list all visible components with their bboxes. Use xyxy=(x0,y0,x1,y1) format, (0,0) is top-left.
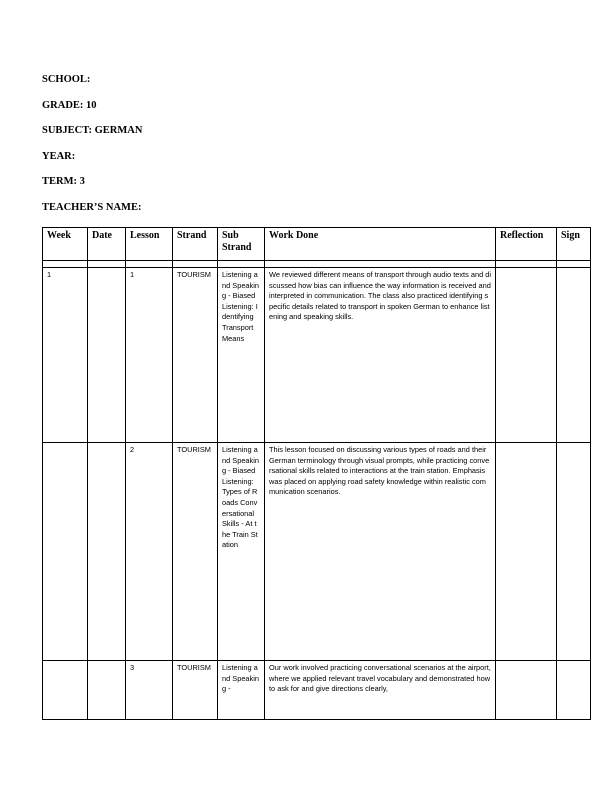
work-done-cell: This lesson focused on discussing various types of roads and their German terminology through visual prompts, while practicing conversational skills related to interactions at the train station. Emphasis was placed on applying road safety knowledge within realistic communication scenarios. xyxy=(265,443,496,661)
week-cell: 1 xyxy=(43,268,88,443)
sub-strand-cell: Listening and Speaking - Biased Listening: Types of Roads Conversational Skills - At the Train Station xyxy=(218,443,265,661)
sub-strand-cell: Listening and Speaking - Biased Listening: Identifying Transport Means xyxy=(218,268,265,443)
column-header-reflection: Reflection xyxy=(496,228,557,261)
table-row xyxy=(43,268,591,443)
year-label: YEAR: xyxy=(42,150,76,162)
column-header-week: Week xyxy=(43,228,88,261)
lesson-cell: 3 xyxy=(126,661,173,720)
grade-label: GRADE: 10 xyxy=(42,99,97,111)
sign-cell xyxy=(557,661,591,720)
lesson-cell: 1 xyxy=(126,268,173,443)
header-block xyxy=(42,74,142,227)
table-row xyxy=(43,443,591,661)
sub-strand-cell: Listening and Speaking - xyxy=(218,661,265,720)
strand-cell: TOURISM xyxy=(173,661,218,720)
week-cell xyxy=(43,661,88,720)
date-cell xyxy=(88,661,126,720)
term-label: TERM: 3 xyxy=(42,176,85,187)
table-row xyxy=(43,661,591,720)
column-header-sign: Sign xyxy=(557,228,591,261)
week-cell xyxy=(43,443,88,661)
date-cell xyxy=(88,268,126,443)
work-done-cell: Our work involved practicing conversational scenarios at the airport, where we applied relevant travel vocabulary and demonstrated how to ask for and give directions clearly, xyxy=(265,661,496,720)
sign-cell xyxy=(557,443,591,661)
lesson-cell: 2 xyxy=(126,443,173,661)
teacher-name-label: TEACHER’S NAME: xyxy=(42,201,142,213)
lesson-log-table xyxy=(42,227,591,720)
sign-cell xyxy=(557,268,591,443)
strand-cell: TOURISM xyxy=(173,443,218,661)
column-header-date: Date xyxy=(88,228,126,261)
date-cell xyxy=(88,443,126,661)
strand-cell: TOURISM xyxy=(173,268,218,443)
subject-label: SUBJECT: GERMAN xyxy=(42,125,143,136)
work-done-cell: We reviewed different means of transport through audio texts and discussed how bias can influence the way information is received and interpreted in communication. The class also practiced identifying specific details related to transport in spoken German to enhance listening and speaking skills. xyxy=(265,268,496,443)
table-header-row xyxy=(43,228,591,261)
school-label: SCHOOL: xyxy=(42,74,91,85)
column-header-work-done: Work Done xyxy=(265,228,496,261)
reflection-cell xyxy=(496,268,557,443)
header-spacer-row xyxy=(43,261,591,268)
reflection-cell xyxy=(496,443,557,661)
column-header-sub-strand: Sub Strand xyxy=(218,228,265,261)
reflection-cell xyxy=(496,661,557,720)
column-header-lesson: Lesson xyxy=(126,228,173,261)
column-header-strand: Strand xyxy=(173,228,218,261)
